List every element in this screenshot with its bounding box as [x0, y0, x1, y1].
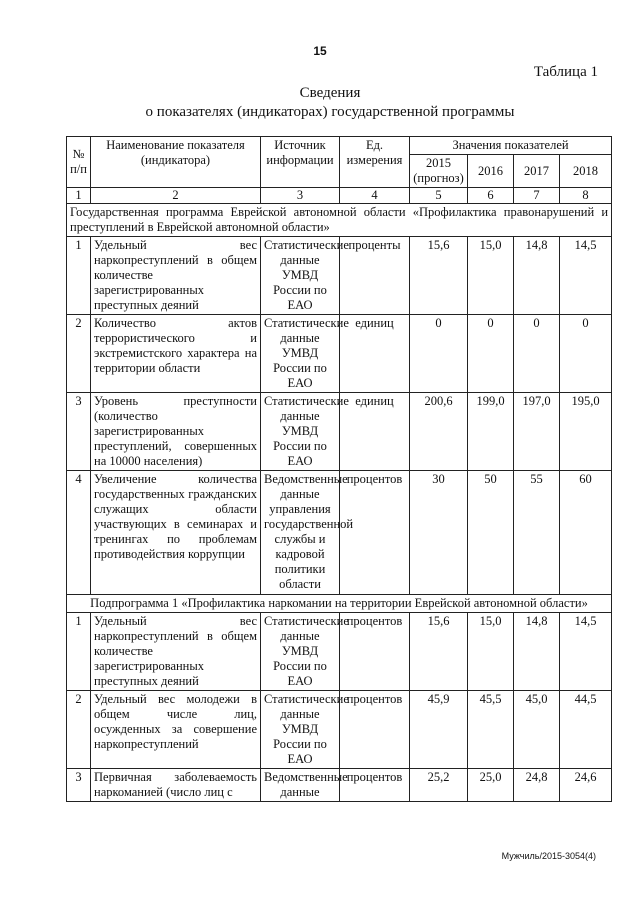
- title-line-1: Сведения: [299, 85, 361, 101]
- value-2016: 45,5: [468, 691, 514, 769]
- indicator-unit: проценты: [340, 237, 410, 315]
- table-row: [67, 691, 612, 769]
- indicator-unit: единиц: [340, 315, 410, 393]
- value-2018: 44,5: [560, 691, 612, 769]
- indicator-source: Статистические данные УМВД России по ЕАО: [261, 315, 340, 393]
- value-2015: 30: [410, 471, 468, 595]
- indicator-name: Увеличение количества государственных гражданских служащих области участвующих в семинарах и тренингах по проблемам противодействия коррупции: [91, 471, 261, 595]
- header-source: Источник информации: [261, 137, 340, 188]
- section-title-row: [67, 204, 612, 237]
- row-number: 3: [67, 769, 91, 802]
- column-number-row: [67, 188, 612, 204]
- table-label: Таблица 1: [533, 64, 598, 80]
- header-num: № п/п: [67, 137, 91, 188]
- indicator-unit: процентов: [340, 471, 410, 595]
- indicator-name: Удельный вес молодежи в общем числе лиц, осужденных за совершение наркопреступлений: [91, 691, 261, 769]
- indicator-source: Ведомственные данные: [261, 769, 340, 802]
- value-2016: 0: [468, 315, 514, 393]
- column-number: 5: [410, 188, 468, 204]
- column-number: 7: [514, 188, 560, 204]
- header-unit: Ед. измерения: [340, 137, 410, 188]
- header-year-2017: 2017: [514, 155, 560, 188]
- table-row: [67, 769, 612, 802]
- value-2016: 15,0: [468, 613, 514, 691]
- value-2016: 25,0: [468, 769, 514, 802]
- page-number: 15: [313, 44, 327, 58]
- value-2015: 25,2: [410, 769, 468, 802]
- value-2018: 0: [560, 315, 612, 393]
- value-2017: 24,8: [514, 769, 560, 802]
- column-number: 3: [261, 188, 340, 204]
- title-line-2: о показателях (индикаторах) государственной программы: [145, 104, 515, 120]
- value-2015: 200,6: [410, 393, 468, 471]
- value-2017: 14,8: [514, 613, 560, 691]
- value-2017: 55: [514, 471, 560, 595]
- indicator-unit: процентов: [340, 769, 410, 802]
- column-number: 2: [91, 188, 261, 204]
- indicator-source: Ведомственные данные управления государственной службы и кадровой политики области: [261, 471, 340, 595]
- table-row: [67, 393, 612, 471]
- indicator-source: Статистические данные УМВД России по ЕАО: [261, 237, 340, 315]
- section-title: Государственная программа Еврейской автономной области «Профилактика правонарушений и преступлений в Еврейской автономной области»: [67, 204, 612, 237]
- indicator-name: Уровень преступности (количество зарегистрированных преступлений, совершенных на 10000 населения): [91, 393, 261, 471]
- value-2018: 14,5: [560, 613, 612, 691]
- row-number: 2: [67, 315, 91, 393]
- section-title-row: [67, 595, 612, 613]
- column-number: 4: [340, 188, 410, 204]
- header-values-group: Значения показателей: [410, 137, 612, 155]
- indicator-source: Статистические данные УМВД России по ЕАО: [261, 691, 340, 769]
- value-2015: 0: [410, 315, 468, 393]
- value-2018: 14,5: [560, 237, 612, 315]
- column-number: 6: [468, 188, 514, 204]
- document-footer-code: Мужчиль/2015-3054(4): [501, 851, 596, 861]
- value-2015: 15,6: [410, 613, 468, 691]
- row-number: 2: [67, 691, 91, 769]
- header-name: Наименование показателя (индикатора): [91, 137, 261, 188]
- indicator-name: Количество актов террористического и экстремистского характера на территории области: [91, 315, 261, 393]
- value-2015: 45,9: [410, 691, 468, 769]
- indicator-source: Статистические данные УМВД России по ЕАО: [261, 613, 340, 691]
- indicator-name: Удельный вес наркопреступлений в общем количестве зарегистрированных преступных деяний: [91, 237, 261, 315]
- column-number: 8: [560, 188, 612, 204]
- section-title: Подпрограмма 1 «Профилактика наркомании на территории Еврейской автономной области»: [67, 595, 612, 613]
- indicator-unit: единиц: [340, 393, 410, 471]
- value-2018: 24,6: [560, 769, 612, 802]
- value-2017: 0: [514, 315, 560, 393]
- row-number: 1: [67, 613, 91, 691]
- header-year-2016: 2016: [468, 155, 514, 188]
- value-2017: 197,0: [514, 393, 560, 471]
- indicator-unit: процентов: [340, 691, 410, 769]
- row-number: 1: [67, 237, 91, 315]
- value-2016: 15,0: [468, 237, 514, 315]
- table-row: [67, 237, 612, 315]
- header-year-2018: 2018: [560, 155, 612, 188]
- table-row: [67, 471, 612, 595]
- document-title: [0, 84, 640, 122]
- indicator-name: Удельный вес наркопреступлений в общем количестве зарегистрированных преступных деяний: [91, 613, 261, 691]
- value-2018: 60: [560, 471, 612, 595]
- value-2016: 199,0: [468, 393, 514, 471]
- indicators-table: [66, 136, 612, 802]
- value-2015: 15,6: [410, 237, 468, 315]
- header-year-2015: 2015 (прогноз): [410, 155, 468, 188]
- table-row: [67, 613, 612, 691]
- indicator-source: Статистические данные УМВД России по ЕАО: [261, 393, 340, 471]
- table-row: [67, 315, 612, 393]
- value-2016: 50: [468, 471, 514, 595]
- row-number: 4: [67, 471, 91, 595]
- row-number: 3: [67, 393, 91, 471]
- indicator-name: Первичная заболеваемость наркоманией (число лиц с: [91, 769, 261, 802]
- column-number: 1: [67, 188, 91, 204]
- value-2017: 45,0: [514, 691, 560, 769]
- value-2018: 195,0: [560, 393, 612, 471]
- indicator-unit: процентов: [340, 613, 410, 691]
- value-2017: 14,8: [514, 237, 560, 315]
